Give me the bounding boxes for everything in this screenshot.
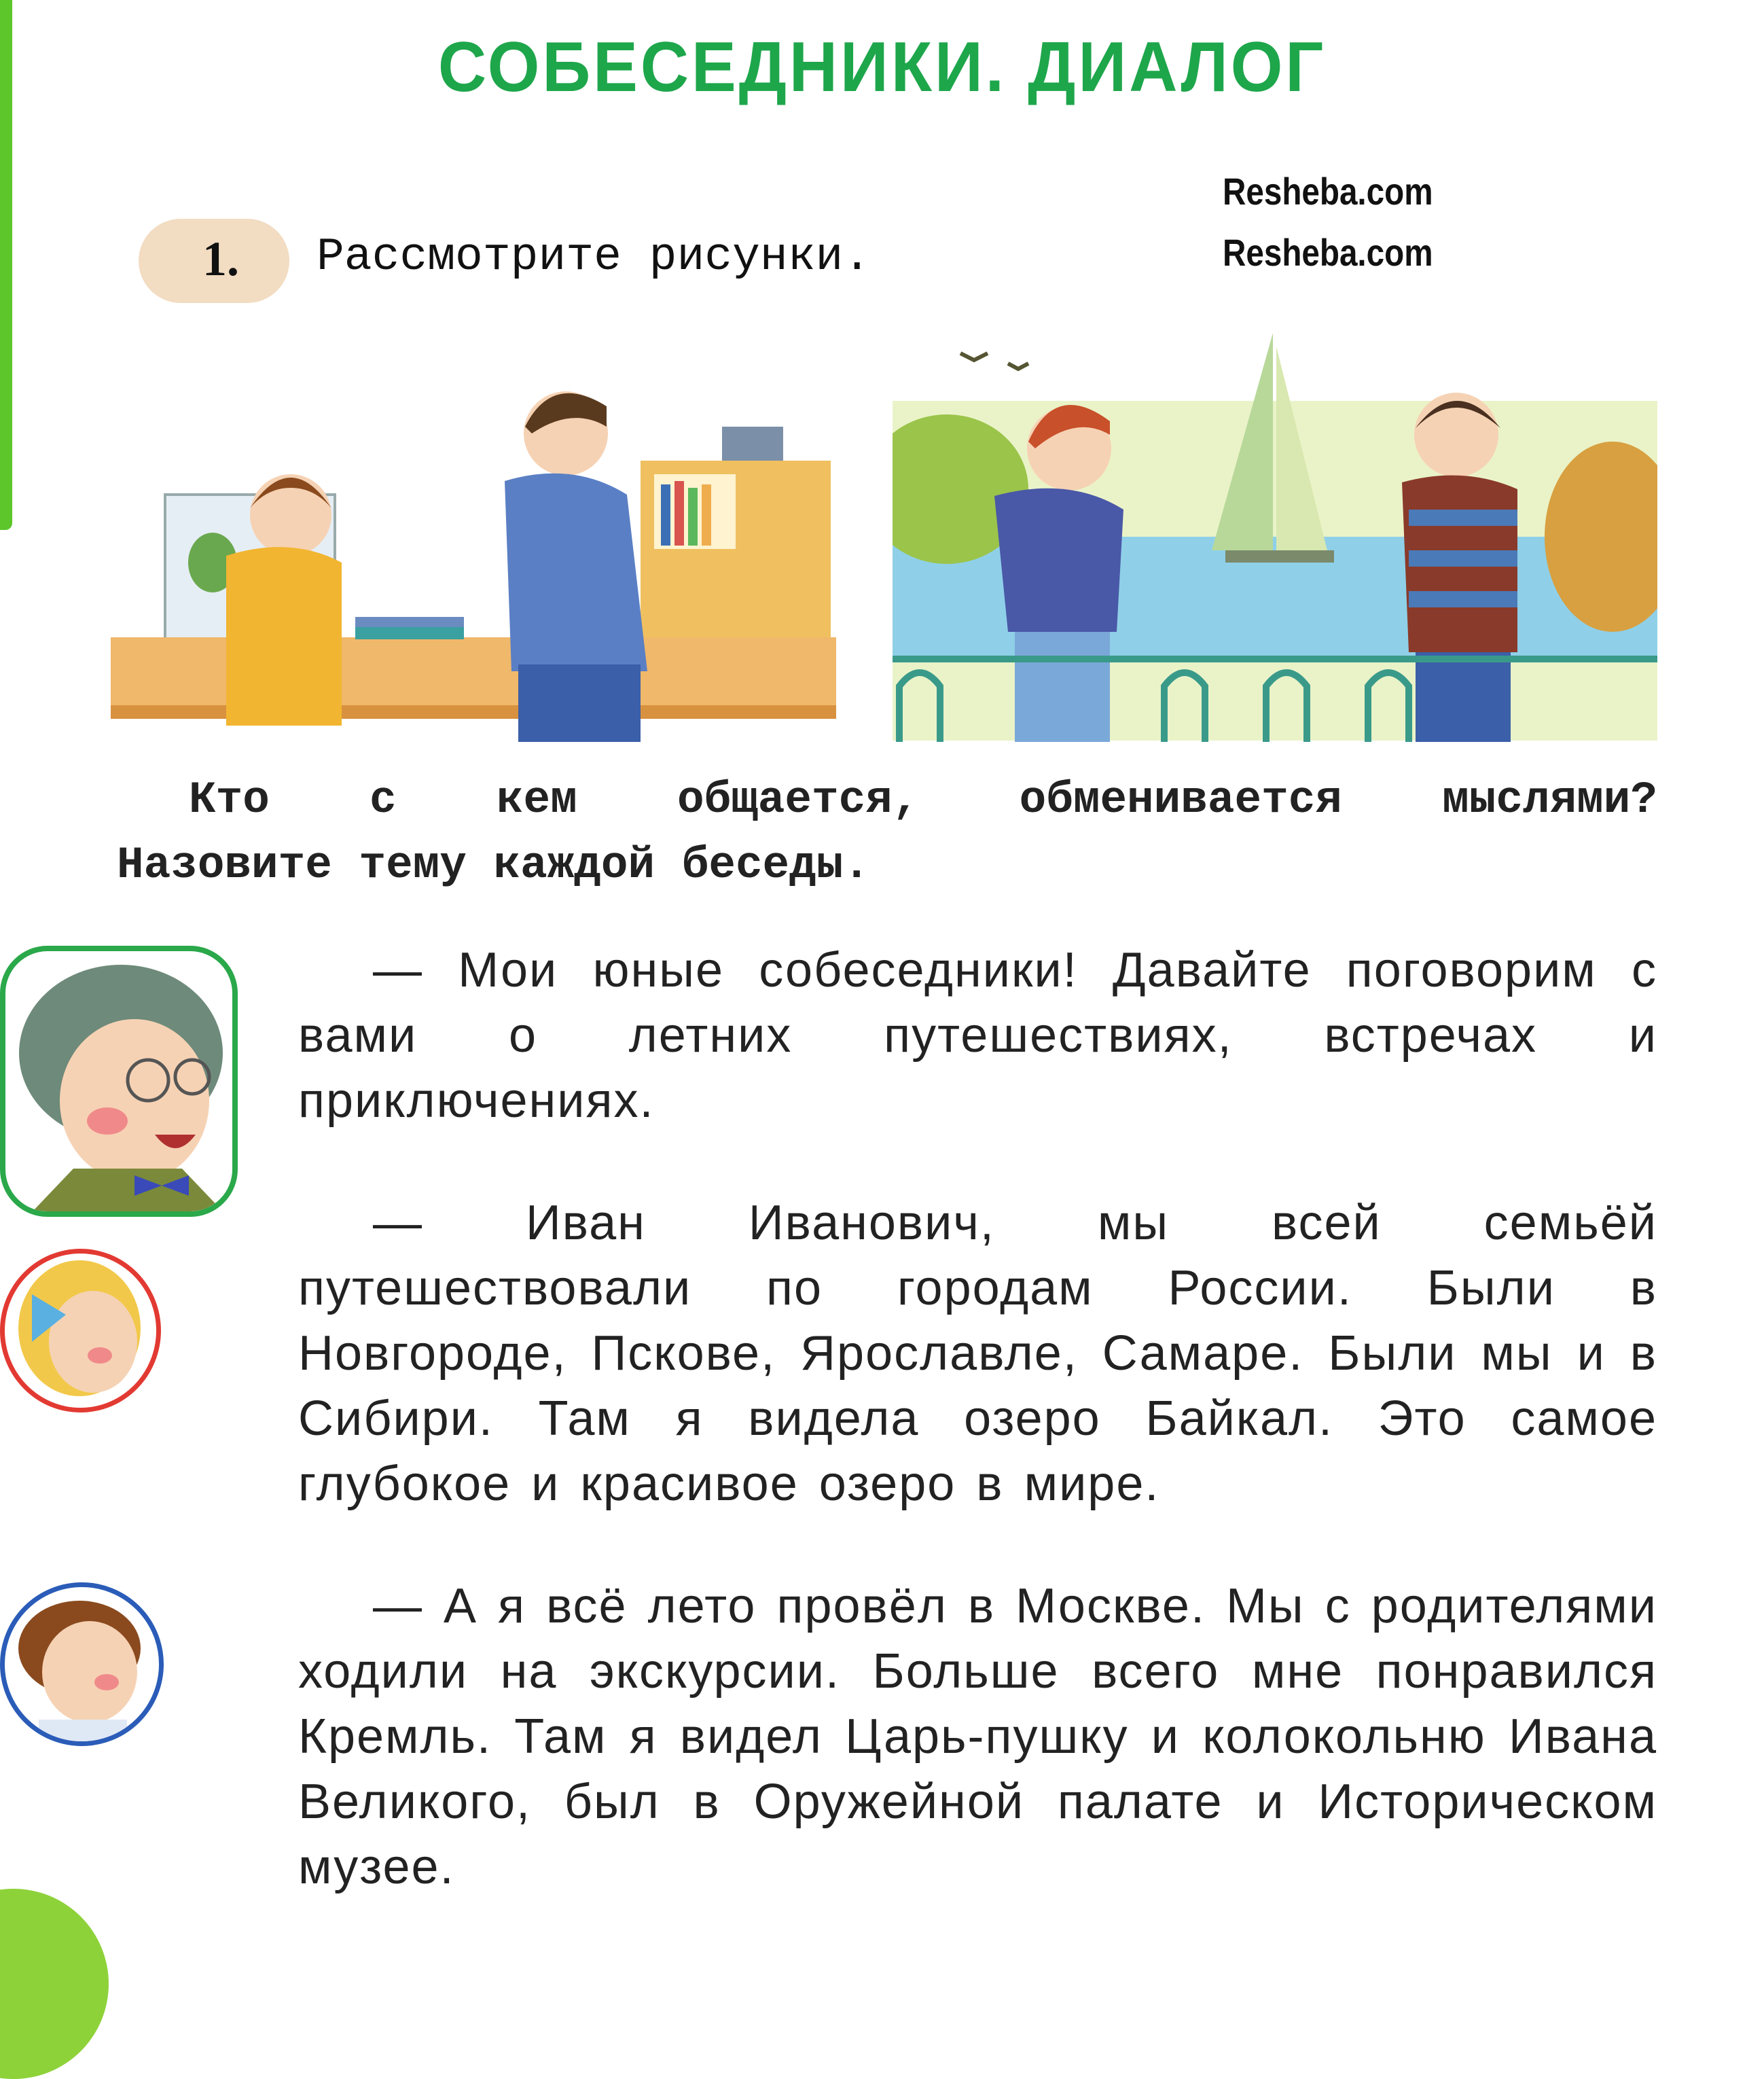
boy-avatar [0, 1582, 164, 1746]
dialog-teacher [298, 938, 1657, 1133]
dialog-list [298, 938, 1657, 1900]
question-line-1: Кто с кем общается, обменивается мыслями? [189, 775, 1657, 825]
dialog-text: — Иван Иванович, мы всей семьёй путешествовали по городам России. Были в Новгороде, Пскове, Ярославле, Самаре. Были мы и в Сибири. Там я видела озеро Байкал. Это самое глубокое и красивое озеро в мире. [298, 1196, 1657, 1511]
exercise-question [117, 768, 1657, 898]
page-edge-strip [0, 0, 12, 530]
page-title: СОБЕСЕДНИКИ. ДИАЛОГ [437, 28, 1327, 107]
teacher-face-icon [5, 951, 232, 1211]
page-corner-decoration [0, 1889, 109, 2079]
watermark: Resheba.com [1223, 170, 1433, 213]
dialog-text: — А я всё лето провёл в Москве. Мы с родителями ходили на экскурсии. Больше всего мне понравился Кремль. Там я видел Царь-пушку и колокольню Ивана Великого, был в Оружейной палате и Историческом музее. [298, 1579, 1657, 1894]
girl-avatar [0, 1249, 161, 1412]
watermark: Resheba.com [1223, 231, 1433, 274]
exercise-instruction: Рассмотрите рисунки. [317, 231, 871, 283]
dialog-boy [298, 1574, 1657, 1900]
illustration-boy-and-girl-at-desk [111, 359, 836, 742]
teacher-avatar [0, 946, 238, 1217]
boy-face-icon [5, 1587, 159, 1741]
question-line-2: Назовите тему каждой беседы. [117, 840, 870, 891]
girl-face-icon [5, 1254, 156, 1408]
dialog-text: — Мои юные собеседники! Давайте поговорим с вами о летних путешествиях, встречах и приключениях. [298, 943, 1657, 1128]
exercise-number-badge [139, 219, 289, 303]
exercise-number: 1. [202, 232, 239, 286]
illustration-two-boys-at-river [893, 333, 1657, 742]
dialog-girl [298, 1190, 1657, 1516]
